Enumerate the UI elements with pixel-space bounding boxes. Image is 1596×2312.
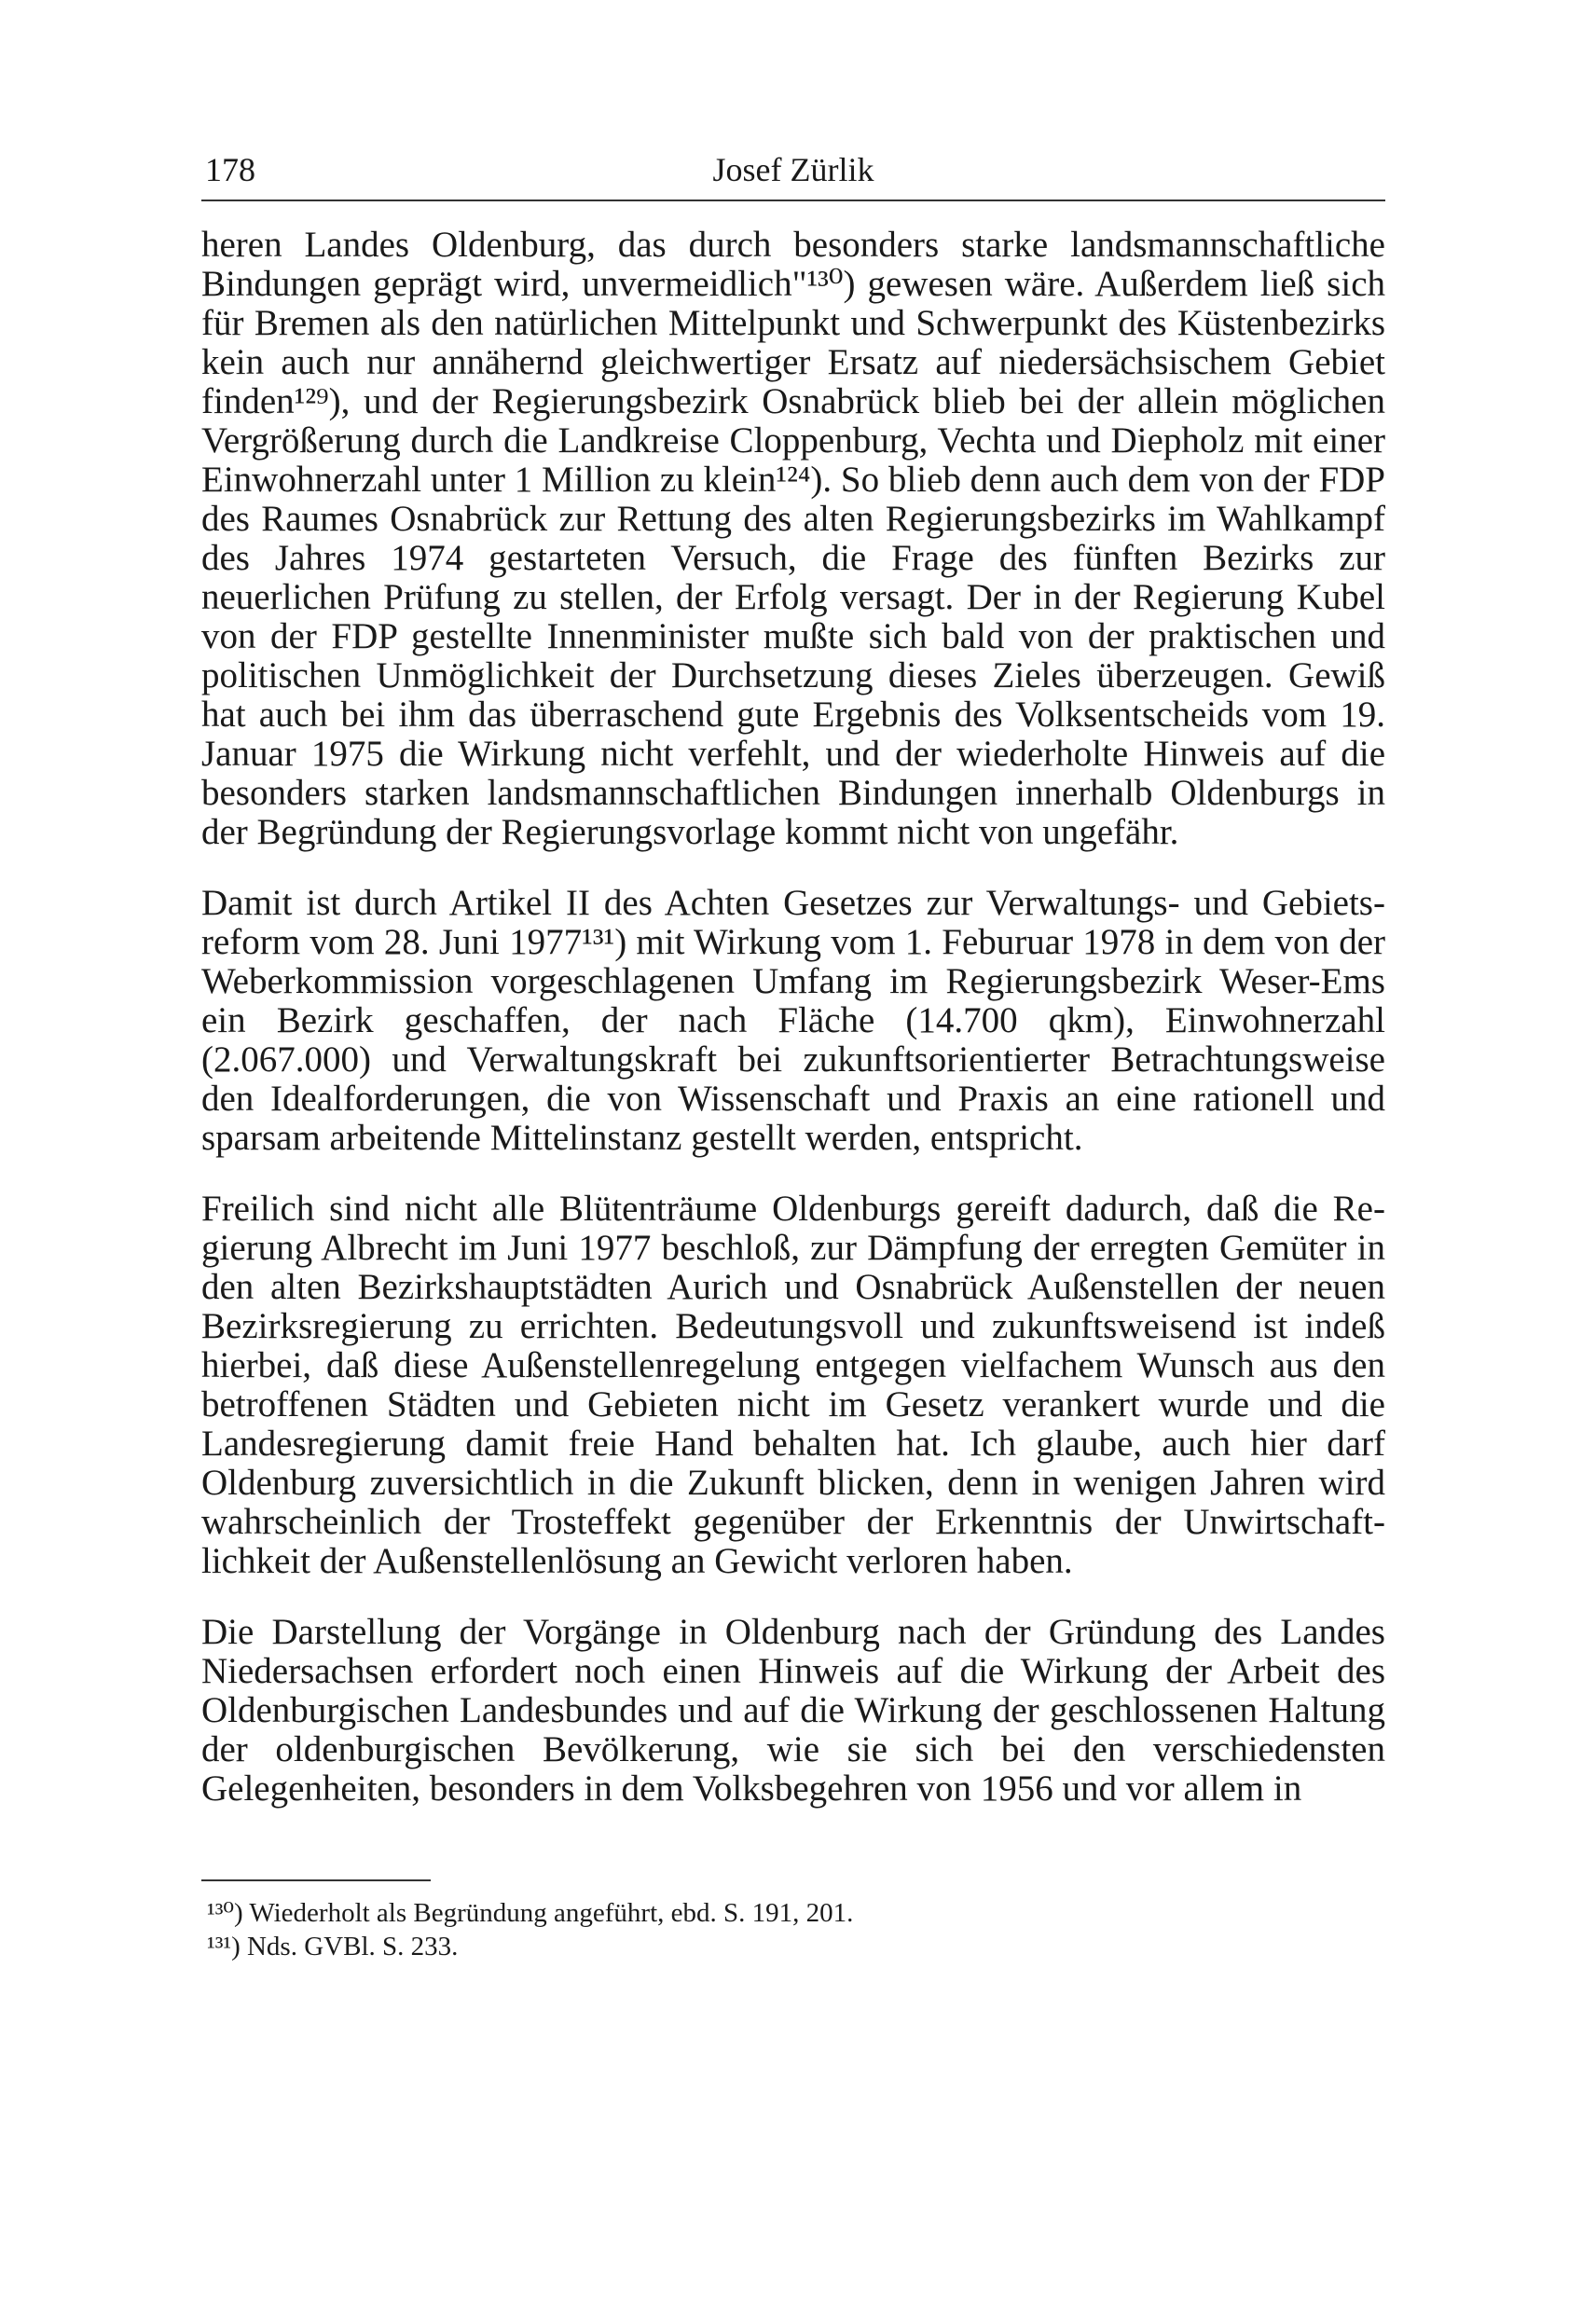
footnote-divider [201, 1879, 431, 1881]
paragraph-3: Freilich sind nicht alle Blütenträume Oldenburgs gereift dadurch, daß die Regierung Albrecht im Juni 1977 beschloß, zur Dämpfung der erregten Gemüter in den alten Bezirkshauptstädten Aurich und Osnabrück Außenstellen der neuen Bezirksregierung zu errichten. Bedeutungsvoll und zukunftsweisend ist indeß hierbei, daß diese Außenstellenregelung entgegen vielfachem Wunsch aus den betroffenen Städten und Gebieten nicht im Gesetz verankert wurde und die Landesregierung damit freie Hand behalten hat. Ich glaube, auch hier darf Oldenburg zuversichtlich in die Zukunft blicken, denn in wenigen Jahren wird wahrscheinlich der Trosteffekt gegenüber der Erkenntnis der Unwirtschaftlichkeit der Außenstellenlösung an Gewicht verloren haben. [201, 1189, 1385, 1581]
book-page [201, 140, 1385, 1963]
running-title: Josef Zürlik [712, 151, 874, 188]
footnote-130: ¹³⁰) Wiederholt als Begründung angeführt, ebd. S. 191, 201. [207, 1898, 854, 1928]
paragraph-1: heren Landes Oldenburg, das durch besonders starke landsmannschaftliche Bindungen geprägt wird, unvermeidlich"¹³⁰) gewesen wäre. Außerdem ließ sich für Bremen als den natürlichen Mittelpunkt und Schwerpunkt des Küstenbezirks kein auch nur annähernd gleichwertiger Ersatz auf niedersächsischem Gebiet finden¹²⁹), und der Regierungsbezirk Osnabrück blieb bei der allein möglichen Vergrößerung durch die Landkreise Cloppenburg, Vechta und Diepholz mit einer Einwohnerzahl unter 1 Million zu klein¹²⁴). So blieb denn auch dem von der FDP des Raumes Osnabrück zur Rettung des alten Regierungsbezirks im Wahlkampf des Jahres 1974 gestarteten Versuch, die Frage des fünften Bezirks zur neuerlichen Prüfung zu stellen, der Erfolg versagt. Der in der Regierung Kubel von der FDP gestellte Innenminister mußte sich bald von der praktischen und politischen Unmöglichkeit der Durchsetzung dieses Zieles überzeugen. Gewiß hat auch bei ihm das überraschend gute Ergebnis des Volksentscheids vom 19. Januar 1975 die Wirkung nicht verfehlt, und der wiederholte Hinweis auf die besonders starken landsmannschaftlichen Bindungen innerhalb Oldenburgs in der Begründung der Regierungsvorlage kommt nicht von ungefähr. [201, 225, 1385, 852]
paragraph-2: Damit ist durch Artikel II des Achten Gesetzes zur Verwaltungs- und Gebietsreform vom 28. Juni 1977¹³¹) mit Wirkung vom 1. Feburuar 1978 in dem von der Weberkommission vorgeschlagenen Umfang im Regierungsbezirk Weser-Ems ein Bezirk geschaffen, der nach Fläche (14.700 qkm), Einwohnerzahl (2.067.000) und Verwaltungskraft bei zukunftsorientierter Betrachtungsweise den Idealforderungen, die von Wissenschaft und Praxis an eine rationell und sparsam arbeitende Mittelinstanz gestellt werden, entspricht. [201, 883, 1385, 1158]
body-text [201, 226, 1385, 1809]
page-header [201, 140, 1385, 201]
page-number: 178 [205, 151, 255, 188]
footnotes [201, 1896, 1385, 1963]
footnote-131: ¹³¹) Nds. GVBl. S. 233. [207, 1932, 459, 1961]
paragraph-4: Die Darstellung der Vorgänge in Oldenburg nach der Gründung des Landes Niedersachsen erfordert noch einen Hinweis auf die Wirkung der Arbeit des Oldenburgischen Landesbundes und auf die Wirkung der geschlossenen Haltung der oldenburgischen Bevölkerung, wie sie sich bei den verschiedensten Gelegenheiten, besonders in dem Volksbegehren von 1956 und vor allem in [201, 1612, 1385, 1809]
